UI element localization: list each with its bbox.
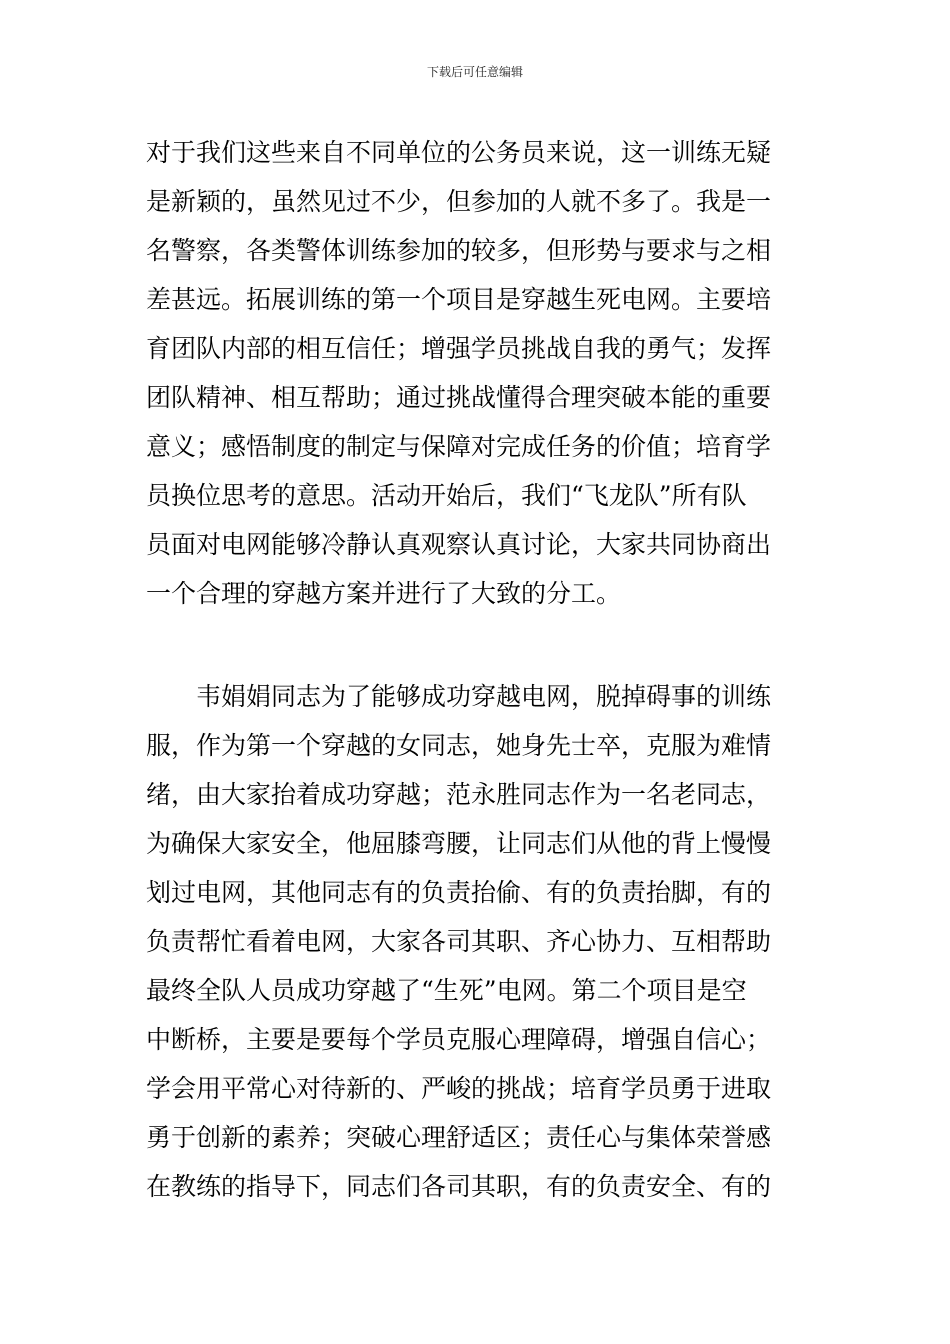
text-line: 对于我们这些来自不同单位的公务员来说，这一训练无疑 bbox=[146, 138, 772, 167]
paragraph-2 bbox=[146, 672, 811, 1211]
paragraph-1 bbox=[146, 128, 811, 618]
text-line: 一个合理的穿越方案并进行了大致的分工。 bbox=[146, 579, 622, 608]
text-line: 是新颖的，虽然见过不少，但参加的人就不多了。我是一 bbox=[146, 187, 772, 216]
text-line: 员换位思考的意思。活动开始后，我们“飞龙队”所有队 bbox=[146, 481, 747, 510]
text-line: 划过电网，其他同志有的负责抬偷、有的负责抬脚，有的 bbox=[146, 878, 772, 907]
text-line: 差甚远。拓展训练的第一个项目是穿越生死电网。主要培 bbox=[146, 285, 772, 314]
text-line: 韦娟娟同志为了能够成功穿越电网，脱掉碍事的训练 bbox=[146, 682, 772, 711]
text-line: 服，作为第一个穿越的女同志，她身先士卒，克服为难情 bbox=[146, 731, 772, 760]
text-line: 员面对电网能够冷静认真观察认真讨论，大家共同协商出 bbox=[146, 530, 772, 559]
text-line: 负责帮忙看着电网，大家各司其职、齐心协力、互相帮助 bbox=[146, 927, 772, 956]
header-note: 下载后可任意编辑 bbox=[426, 65, 523, 79]
text-line: 中断桥，主要是要每个学员克服心理障碍，增强自信心； bbox=[146, 1025, 772, 1054]
text-line: 勇于创新的素养；突破心理舒适区；责任心与集体荣誉感 bbox=[146, 1123, 772, 1152]
text-line: 最终全队人员成功穿越了“生死”电网。第二个项目是空 bbox=[146, 976, 747, 1005]
text-line: 在教练的指导下，同志们各司其职，有的负责安全、有的 bbox=[146, 1172, 772, 1201]
text-line: 为确保大家安全，他屈膝弯腰，让同志们从他的背上慢慢 bbox=[146, 829, 772, 858]
text-line: 名警察，各类警体训练参加的较多，但形势与要求与之相 bbox=[146, 236, 772, 265]
text-line: 育团队内部的相互信任；增强学员挑战自我的勇气；发挥 bbox=[146, 334, 772, 363]
text-line: 意义；感悟制度的制定与保障对完成任务的价值；培育学 bbox=[146, 432, 772, 461]
text-line: 学会用平常心对待新的、严峻的挑战；培育学员勇于进取 bbox=[146, 1074, 772, 1103]
text-line: 绪，由大家抬着成功穿越；范永胜同志作为一名老同志， bbox=[146, 780, 772, 809]
text-line: 团队精神、相互帮助；通过挑战懂得合理突破本能的重要 bbox=[146, 383, 772, 412]
